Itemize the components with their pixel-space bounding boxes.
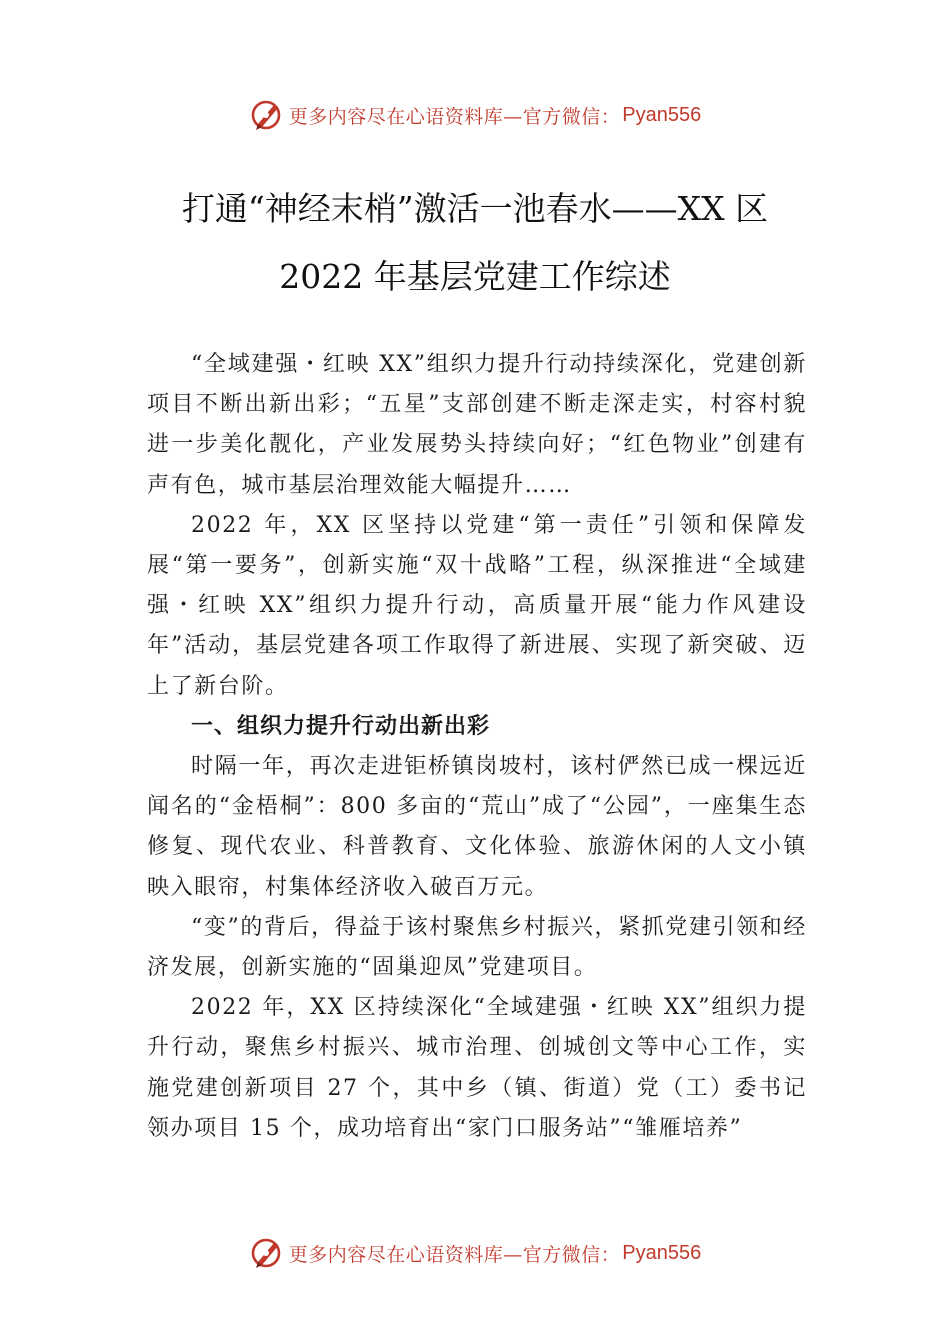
pen-logo-icon (249, 97, 285, 133)
section1-paragraph-3: 2022 年，XX 区持续深化“全域建强・红映 XX”组织力提升行动，聚焦乡村振兴、城市治理、创城创文等中心工作，实施党建创新项目 27 个，其中乡（镇、街道）党（工）委书记领办项目 15 个，成功培育出“家门口服务站”“雏雁培养” (147, 995, 807, 1141)
footer-watermark-banner (0, 1233, 950, 1273)
document-title: 打通“神经末梢”激活一池春水——XX 区 2022 年基层党建工作综述 (181, 189, 769, 296)
section-heading-1: 一、组织力提升行动出新出彩 (191, 713, 491, 739)
pen-logo-icon (249, 1235, 285, 1271)
watermark-text: 更多内容尽在心语资料库—官方微信： (288, 105, 621, 128)
intro-paragraph-2: 2022 年，XX 区坚持以党建“第一责任”引领和保障发展“第一要务”，创新实施“双十战略”工程，纵深推进“全域建强・红映 XX”组织力提升行动，高质量开展“能力作风建设年”活动，基层党建各项工作取得了新进展、实现了新突破、迈上了新台阶。 (147, 512, 807, 699)
section1-paragraph-1: 时隔一年，再次走进钜桥镇岗坡村，该村俨然已成一棵远近闻名的“金梧桐”：800 多亩的“荒山”成了“公园”，一座集生态修复、现代农业、科普教育、文化体验、旅游休闲的人文小镇映入眼帘，村集体经济收入破百万元。 (147, 754, 807, 900)
intro-paragraph-1: “全域建强・红映 XX”组织力提升行动持续深化，党建创新项目不断出新出彩；“五星”支部创建不断走深走实，村容村貌进一步美化靓化，产业发展势头持续向好；“红色物业”创建有声有色，城市基层治理效能大幅提升…… (147, 352, 807, 498)
watermark-wechat-id: Pyan556 (622, 103, 702, 126)
section1-paragraph-2: “变”的背后，得益于该村聚焦乡村振兴，紧抓党建引领和经济发展，创新实施的“固巢迎凤”党建项目。 (147, 914, 807, 981)
header-watermark-banner (0, 95, 950, 135)
document-body (147, 345, 807, 1149)
watermark-text: 更多内容尽在心语资料库—官方微信： (288, 1243, 621, 1266)
watermark-wechat-id: Pyan556 (622, 1241, 702, 1264)
